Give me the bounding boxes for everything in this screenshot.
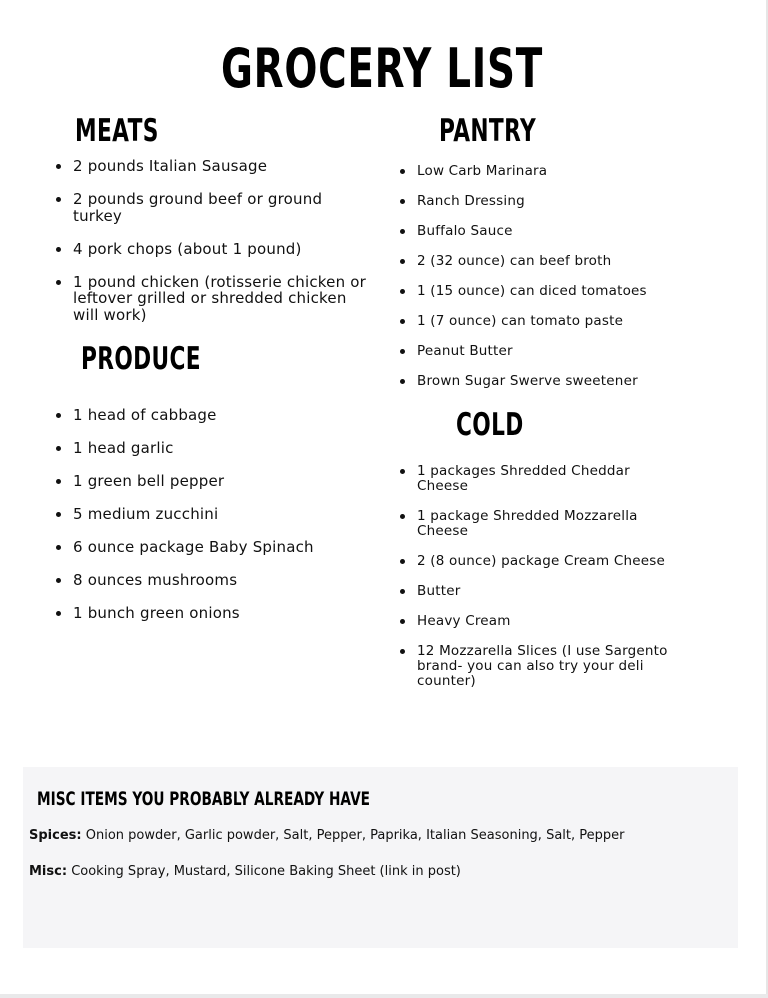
list-item: 2 (32 ounce) can beef broth <box>400 254 690 269</box>
misc-items-box <box>23 767 738 948</box>
page-bottom-edge <box>0 994 768 998</box>
list-item: Brown Sugar Swerve sweetener <box>400 374 690 389</box>
produce-list <box>56 407 376 638</box>
list-item: 5 medium zucchini <box>56 506 376 523</box>
meats-list <box>56 158 376 340</box>
page-title: GROCERY LIST <box>221 37 543 100</box>
list-item: 1 bunch green onions <box>56 605 376 622</box>
meats-heading: MEATS <box>75 113 159 149</box>
misc-label: Misc: <box>29 864 68 879</box>
list-item: 1 pound chicken (rotisserie chicken or leftover grilled or shredded chicken will work) <box>56 274 376 324</box>
spices-text: Onion powder, Garlic powder, Salt, Pepper, Paprika, Italian Seasoning, Salt, Pepper <box>85 828 625 843</box>
cold-list <box>400 464 682 704</box>
list-item: Buffalo Sauce <box>400 224 690 239</box>
list-item: 1 packages Shredded Cheddar Cheese <box>400 464 682 494</box>
list-item: 1 head of cabbage <box>56 407 376 424</box>
list-item: 8 ounces mushrooms <box>56 572 376 589</box>
list-item: 1 head garlic <box>56 440 376 457</box>
list-item: 2 pounds ground beef or ground turkey <box>56 191 376 224</box>
list-item: Ranch Dressing <box>400 194 690 209</box>
pantry-list <box>400 164 690 404</box>
list-item: 1 (7 ounce) can tomato paste <box>400 314 690 329</box>
list-item: 1 (15 ounce) can diced tomatoes <box>400 284 690 299</box>
list-item: 4 pork chops (about 1 pound) <box>56 241 376 258</box>
pantry-heading: PANTRY <box>439 113 537 149</box>
list-item: Heavy Cream <box>400 614 682 629</box>
list-item: Low Carb Marinara <box>400 164 690 179</box>
list-item: Butter <box>400 584 682 599</box>
misc-heading: MISC ITEMS YOU PROBABLY ALREADY HAVE <box>37 788 370 810</box>
spices-line <box>29 828 625 844</box>
list-item: 1 green bell pepper <box>56 473 376 490</box>
list-item: 1 package Shredded Mozzarella Cheese <box>400 509 682 539</box>
list-item: Peanut Butter <box>400 344 690 359</box>
spices-label: Spices: <box>29 828 82 843</box>
list-item: 2 pounds Italian Sausage <box>56 158 376 175</box>
list-item: 12 Mozzarella Slices (I use Sargento brand- you can also try your deli counter) <box>400 644 682 689</box>
produce-heading: PRODUCE <box>81 341 201 377</box>
list-item: 6 ounce package Baby Spinach <box>56 539 376 556</box>
misc-line <box>29 864 461 880</box>
list-item: 2 (8 ounce) package Cream Cheese <box>400 554 682 569</box>
cold-heading: COLD <box>456 407 524 443</box>
misc-text: Cooking Spray, Mustard, Silicone Baking Sheet (link in post) <box>71 864 461 879</box>
